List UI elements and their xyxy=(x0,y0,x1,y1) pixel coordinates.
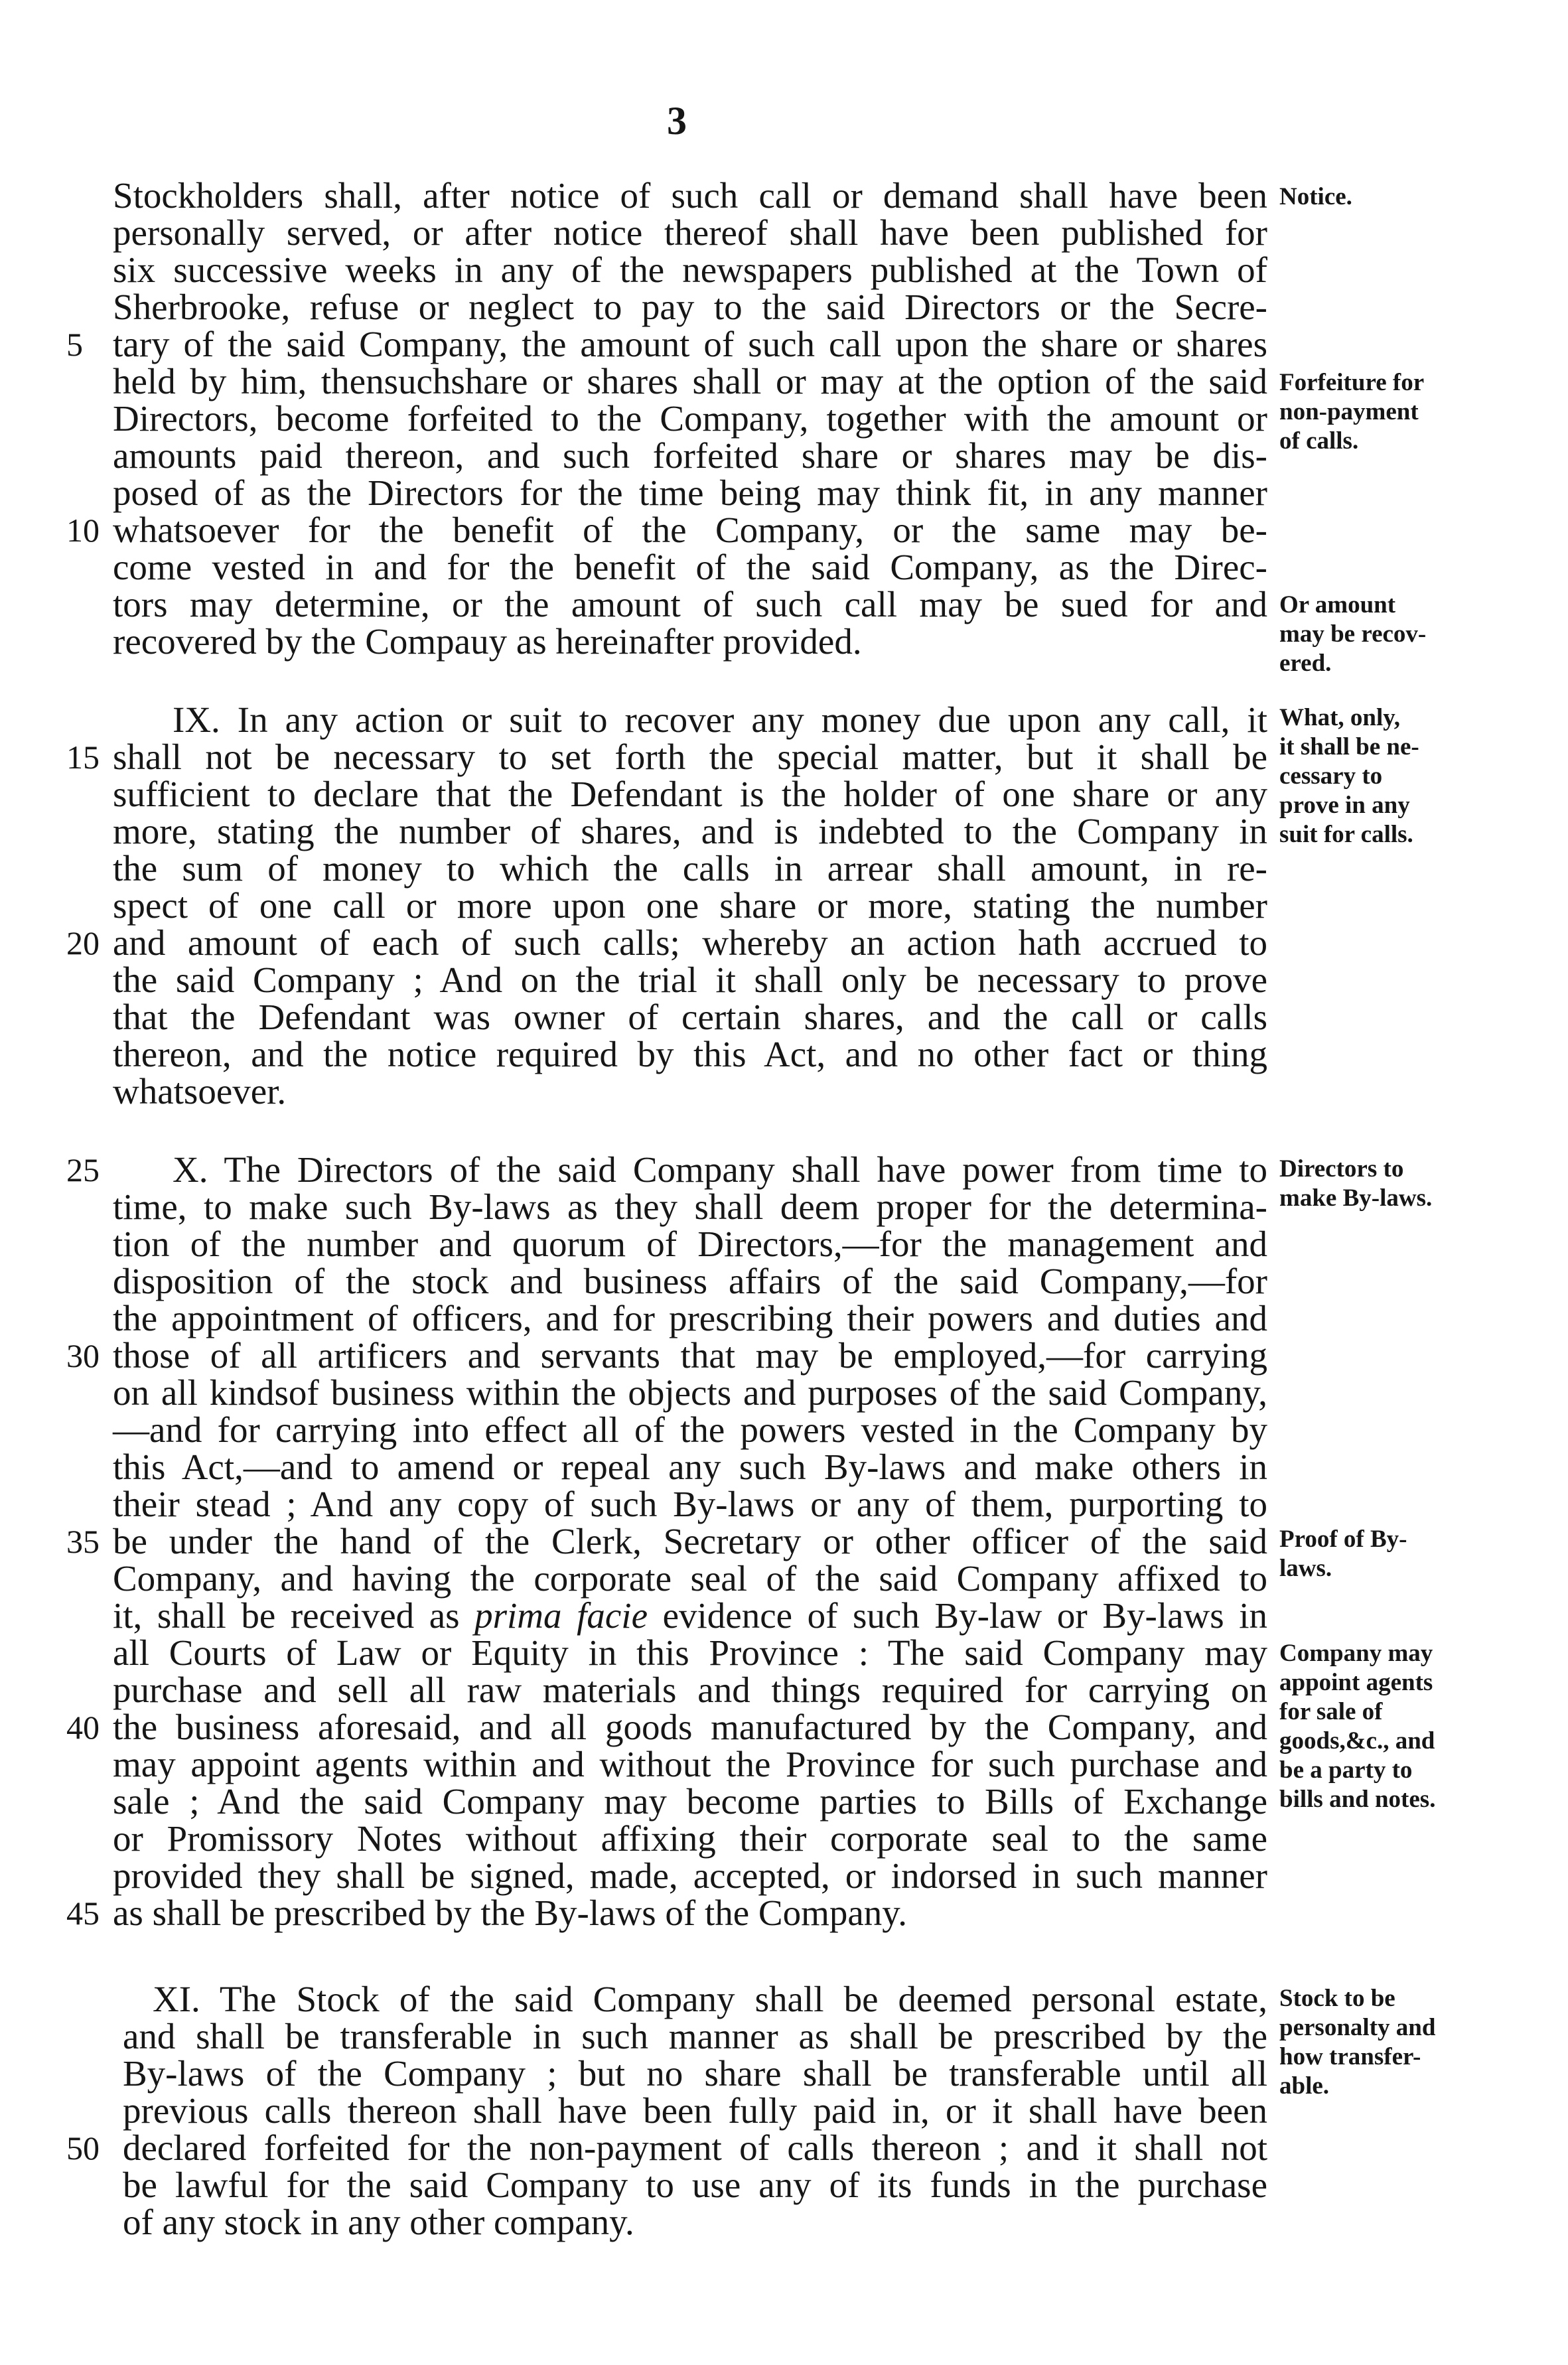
side-note-what-only xyxy=(1279,703,1545,849)
text-line: may appoint agents within and without the Province for such purchase and xyxy=(113,1744,1267,1784)
side-note-directors xyxy=(1279,1155,1545,1213)
side-note-line: it shall be ne- xyxy=(1279,733,1419,760)
text-line: the appointment of officers, and for prescribing their powers and duties and xyxy=(113,1298,1267,1338)
side-note-line: of calls. xyxy=(1279,427,1359,455)
text-line: disposition of the stock and business affairs of the said Company,—for xyxy=(113,1261,1267,1301)
side-note-line: how transfer- xyxy=(1279,2043,1421,2070)
text-line: of any stock in any other company. xyxy=(123,2202,634,2242)
side-note-line: appoint agents xyxy=(1279,1669,1433,1696)
text-line: purchase and sell all raw materials and things required for carrying on xyxy=(113,1670,1267,1710)
side-note-line: What, only, xyxy=(1279,704,1400,731)
page-number: 3 xyxy=(667,99,687,143)
text-line: provided they shall be signed, made, accepted, or indorsed in such manner xyxy=(113,1855,1267,1896)
text-line: the business aforesaid, and all goods manufactured by the Company, and xyxy=(113,1707,1267,1747)
text-line: recovered by the Compauy as hereinafter provided. xyxy=(113,621,862,662)
text-line: all Courts of Law or Equity in this Province : The said Company may xyxy=(113,1632,1267,1673)
text-line: and shall be transferable in such manner as shall be prescribed by the xyxy=(123,2016,1267,2056)
side-note-line: make By-laws. xyxy=(1279,1184,1433,1212)
text-line: Sherbrooke, refuse or neglect to pay to the said Directors or the Secre- xyxy=(113,287,1267,327)
line-number: 20 xyxy=(66,924,100,962)
side-note-line: non-payment xyxy=(1279,398,1419,425)
text-line: sufficient to declare that the Defendant is the holder of one share or any xyxy=(113,774,1267,814)
text-line: tors may determine, or the amount of such call may be sued for and xyxy=(113,584,1267,624)
text-line: By-laws of the Company ; but no share shall be transferable until all xyxy=(123,2053,1267,2094)
line-number: 10 xyxy=(66,512,100,549)
side-note-line: Or amount xyxy=(1279,591,1396,618)
text-line: those of all artificers and servants that may be employed,—for carrying xyxy=(113,1335,1267,1376)
side-note-line: may be recov- xyxy=(1279,620,1427,648)
line-number: 25 xyxy=(66,1151,100,1188)
side-note-line: for sale of xyxy=(1279,1698,1383,1725)
line-number: 35 xyxy=(66,1523,100,1560)
side-note-line: Proof of By- xyxy=(1279,1526,1407,1553)
side-note-company-may xyxy=(1279,1639,1545,1814)
side-note-proof xyxy=(1279,1525,1545,1583)
text-line: tion of the number and quorum of Directors,—for the management and xyxy=(113,1224,1267,1264)
text-line: the sum of money to which the calls in arrear shall amount, in re- xyxy=(113,848,1267,889)
text-line: be under the hand of the Clerk, Secretary or other officer of the said xyxy=(113,1521,1267,1561)
text-line: Company, and having the corporate seal of the said Company affixed to xyxy=(113,1558,1267,1599)
text-line: whatsoever. xyxy=(113,1071,287,1111)
line-number: 30 xyxy=(66,1337,100,1374)
line-number: 5 xyxy=(66,326,83,363)
text-line: declared forfeited for the non-payment of calls thereon ; and it shall not xyxy=(123,2127,1267,2168)
text-line: held by him, thensuchshare or shares shall or may at the option of the said xyxy=(113,361,1267,401)
side-note-line: goods,&c., and xyxy=(1279,1727,1435,1755)
text-line: or Promissory Notes without affixing their corporate seal to the same xyxy=(113,1818,1267,1859)
side-note-line: suit for calls. xyxy=(1279,821,1413,848)
text-line: spect of one call or more upon one share or more, stating the number xyxy=(113,885,1267,926)
text-line: previous calls thereon shall have been fully paid in, or it shall have been xyxy=(123,2090,1267,2131)
text-line: —and for carrying into effect all of the powers vested in the Company by xyxy=(113,1409,1267,1450)
text-line: personally served, or after notice thereof shall have been published for xyxy=(113,212,1267,253)
text-line: on all kindsof business within the objects and purposes of the said Company, xyxy=(113,1372,1267,1413)
text-line: shall not be necessary to set forth the special matter, but it shall be xyxy=(113,737,1267,777)
side-note-line: able. xyxy=(1279,2072,1330,2100)
side-note-line: laws. xyxy=(1279,1555,1332,1582)
text-line: IX. In any action or suit to recover any money due upon any call, it xyxy=(173,699,1267,740)
text-line xyxy=(113,1596,1267,1636)
side-note-line: ered. xyxy=(1279,650,1332,677)
text-line: whatsoever for the benefit of the Company, or the same may be- xyxy=(113,510,1267,550)
side-note-line: Directors to xyxy=(1279,1155,1404,1182)
text-line: and amount of each of such calls; whereby an action hath accrued to xyxy=(113,922,1267,963)
line-number: 50 xyxy=(66,2129,100,2167)
text-line: X. The Directors of the said Company shall have power from time to xyxy=(173,1149,1267,1190)
side-note-line: prove in any xyxy=(1279,792,1410,819)
side-note-line: personalty and xyxy=(1279,2014,1436,2041)
text-line: amounts paid thereon, and such forfeited share or shares may be dis- xyxy=(113,435,1267,476)
text-line: more, stating the number of shares, and is indebted to the Company in xyxy=(113,811,1267,851)
side-note-line: Stock to be xyxy=(1279,1985,1395,2012)
text-line: come vested in and for the benefit of the said Company, as the Direc- xyxy=(113,547,1267,587)
side-note-line: Forfeiture for xyxy=(1279,369,1425,396)
text-line: that the Defendant was owner of certain shares, and the call or calls xyxy=(113,997,1267,1037)
line-number: 40 xyxy=(66,1709,100,1746)
line-number: 15 xyxy=(66,739,100,776)
text-line: Stockholders shall, after notice of such call or demand shall have been xyxy=(113,175,1267,216)
text-line: thereon, and the notice required by this Act, and no other fact or thing xyxy=(113,1034,1267,1074)
text-fragment: evidence of such By-law or By-laws in xyxy=(662,1595,1268,1636)
side-note-line: bills and notes. xyxy=(1279,1786,1436,1813)
text-line: time, to make such By-laws as they shall deem proper for the determina- xyxy=(113,1186,1267,1227)
side-note-notice xyxy=(1279,182,1545,212)
text-line: as shall be prescribed by the By-laws of the Company. xyxy=(113,1893,907,1933)
side-note-stock xyxy=(1279,1984,1545,2101)
italic-phrase: prima facie xyxy=(474,1595,648,1636)
text-line: tary of the said Company, the amount of such call upon the share or shares xyxy=(113,324,1267,364)
text-fragment: it, shall be received as xyxy=(113,1595,460,1636)
text-line: be lawful for the said Company to use any of its funds in the purchase xyxy=(123,2165,1267,2205)
text-line: six successive weeks in any of the newspapers published at the Town of xyxy=(113,250,1267,290)
text-line: the said Company ; And on the trial it shall only be necessary to prove xyxy=(113,960,1267,1000)
side-note-or-amount xyxy=(1279,591,1545,678)
text-line: posed of as the Directors for the time being may think fit, in any manner xyxy=(113,472,1267,513)
text-line: their stead ; And any copy of such By-laws or any of them, purporting to xyxy=(113,1484,1267,1524)
text-line: sale ; And the said Company may become parties to Bills of Exchange xyxy=(113,1781,1267,1822)
side-note-line: Company may xyxy=(1279,1640,1433,1667)
text-line: this Act,—and to amend or repeal any such By-laws and make others in xyxy=(113,1447,1267,1487)
side-note-line: be a party to xyxy=(1279,1756,1413,1784)
side-note-line: Notice. xyxy=(1279,183,1352,210)
line-number: 45 xyxy=(66,1895,100,1932)
side-note-forfeiture xyxy=(1279,368,1545,456)
side-note-line: cessary to xyxy=(1279,762,1383,790)
text-line: Directors, become forfeited to the Company, together with the amount or xyxy=(113,398,1267,439)
text-line: XI. The Stock of the said Company shall be deemed personal estate, xyxy=(153,1979,1267,2019)
